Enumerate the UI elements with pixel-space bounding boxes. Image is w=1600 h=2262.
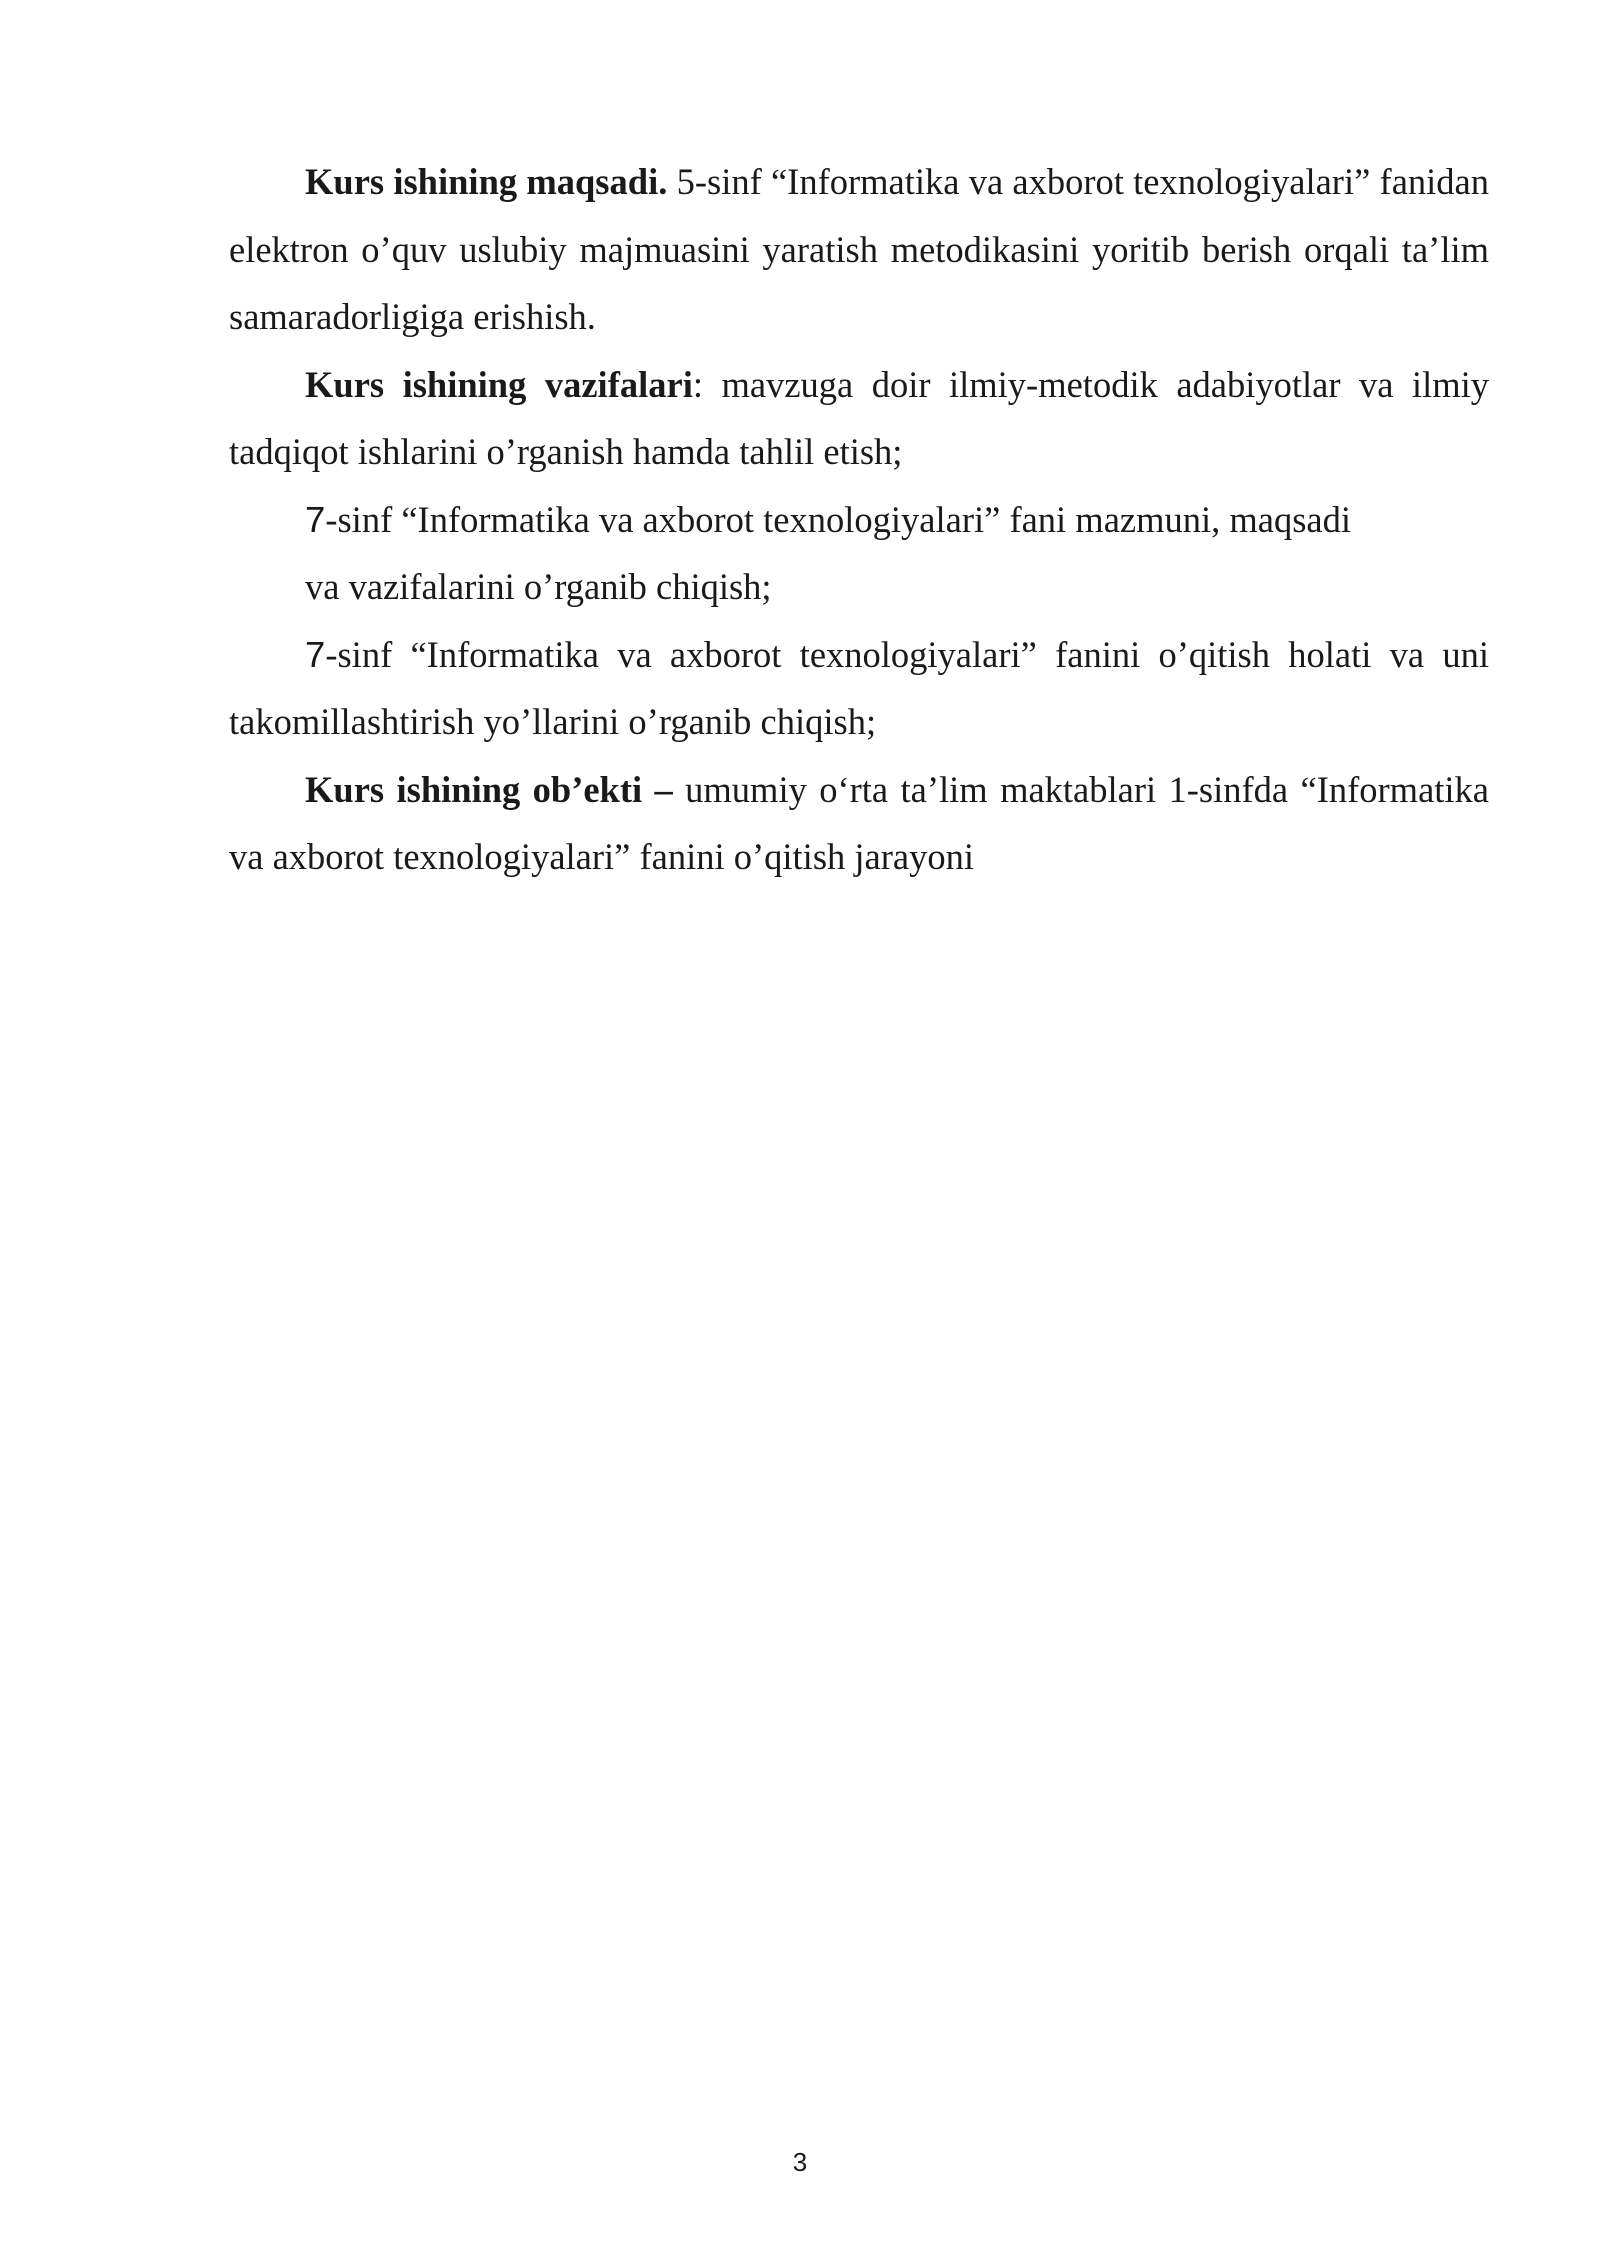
paragraph-obyekt (229, 756, 1489, 891)
document-body (229, 148, 1489, 891)
task-item-1-number: 7 (305, 498, 326, 540)
paragraph-vazifalari (229, 351, 1489, 486)
vazifalari-text: : mavzuga doir ilmiy-metodik adabiyotlar va ilmiy tadqiqot ishlarini o’rganish hamda tahlil etish; (229, 363, 1489, 472)
obyekt-text: umumiy o‘rta ta’lim maktablari 1-sinfda “Informatika va axborot texnologiyalari” fanini o’qitish jarayoni (229, 768, 1489, 877)
maqsad-label: Kurs ishining maqsadi. (305, 161, 668, 202)
task-item-1-line-2: va vazifalarini o’rganib chiqish; (305, 566, 772, 607)
obyekt-label: Kurs ishining ob’ekti – (305, 768, 673, 810)
task-item-2-text: -sinf “Informatika va axborot texnologiyalari” fanini o’qitish holati va uni takomillashtirish yo’llarini o’rganib chiqish; (229, 633, 1489, 742)
paragraph-maqsad (229, 148, 1489, 351)
maqsad-text: 5-sinf “Informatika va axborot texnologiyalari” fanidan elektron o’quv uslubiy majmuasini yaratish metodikasini yoritib berish orqali ta’lim samaradorligiga erishish. (229, 161, 1489, 337)
task-item-1-text: -sinf “Informatika va axborot texnologiyalari” fani mazmuni, maqsadi (325, 498, 1352, 540)
task-item-1-line-1 (229, 486, 1489, 554)
page-number: 3 (792, 2147, 808, 2177)
vazifalari-label: Kurs ishining vazifalari (305, 363, 693, 405)
task-item-2-number: 7 (305, 633, 326, 675)
task-item-2 (229, 621, 1489, 756)
